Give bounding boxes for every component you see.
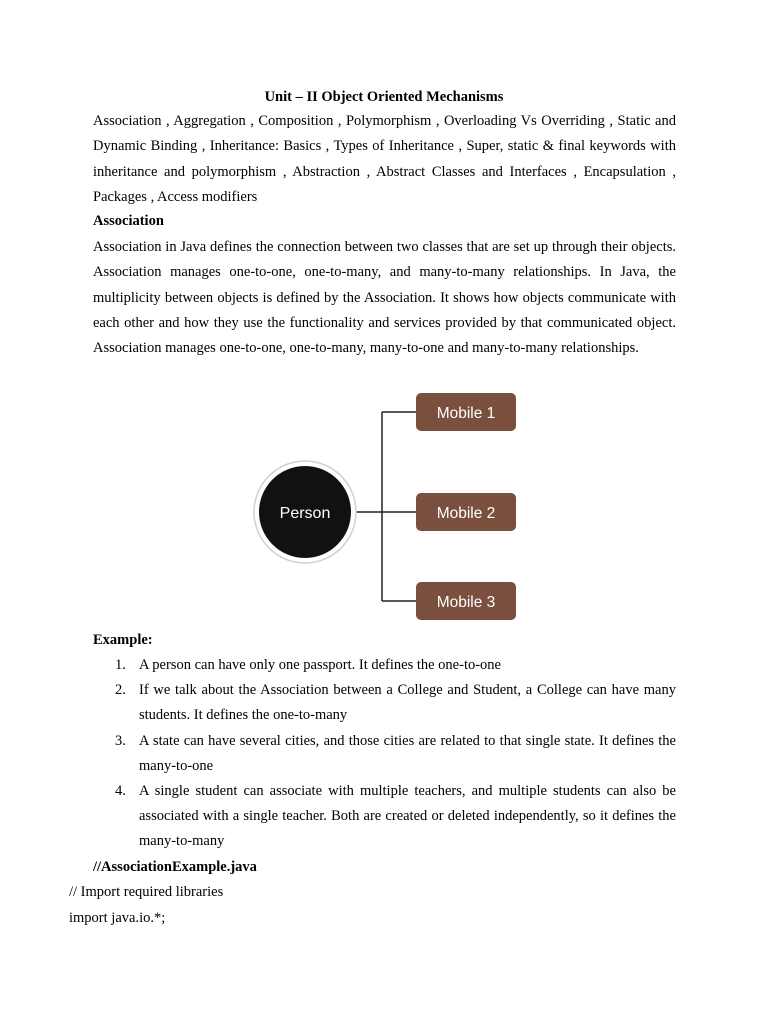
- page-title: Unit – II Object Oriented Mechanisms: [264, 89, 504, 105]
- mobile-node-2: [416, 493, 516, 531]
- association-paragraph: Association in Java defines the connection between two classes that are set up through their objects. Association manages one-to-one, one-to-many, and many-to-many relationships. In Java, the multiplicity between objects is defined by the Association. It shows how objects communicate with each other and how they use the functionality and services provided by that communicated object. Association manages one-to-one, one-to-many, many-to-one and many-to-many relationships.: [93, 239, 676, 357]
- list-item: [93, 779, 676, 855]
- example-list: [93, 653, 676, 855]
- code-file-name: //AssociationExample.java: [93, 859, 257, 875]
- list-item-number: 2.: [115, 682, 126, 699]
- mobile-label-1: Mobile 1: [436, 405, 496, 422]
- diagram-svg: [248, 388, 528, 628]
- mobile-label-2: Mobile 2: [436, 505, 496, 522]
- code-import-line: import java.io.*;: [69, 910, 166, 926]
- person-node: [254, 461, 356, 563]
- list-item: [93, 729, 676, 779]
- list-item-text: A single student can associate with multiple teachers, and multiple students can also be associated with a single teacher. Both are created or deleted independently, so it defines the many-to-many: [139, 783, 676, 850]
- person-label: Person: [279, 505, 331, 522]
- list-item: [93, 678, 676, 728]
- list-item-number: 1.: [115, 657, 126, 673]
- association-heading: Association: [93, 213, 164, 229]
- example-heading: Example:: [93, 632, 153, 648]
- list-item-text: A person can have only one passport. It defines the one-to-one: [139, 657, 501, 673]
- list-item-number: 3.: [115, 732, 126, 749]
- list-item-text: A state can have several cities, and those cities are related to that single state. It defines the many-to-one: [139, 732, 676, 774]
- code-comment-line: // Import required libraries: [69, 884, 224, 900]
- list-item-number: 4.: [115, 783, 126, 800]
- mobile-label-3: Mobile 3: [436, 594, 496, 611]
- list-item: [93, 653, 676, 678]
- topics-list: Association , Aggregation , Composition , Polymorphism , Overloading Vs Overriding , Static and Dynamic Binding , Inheritance: Basics , Types of Inheritance , Super, static & final keywords with inheritance and polymorphism , Abstraction , Abstract Classes and Interfaces , Encapsulation , Packages , Access modifiers: [93, 113, 676, 205]
- mobile-node-1: [416, 393, 516, 431]
- connector-lines: [354, 412, 416, 601]
- association-diagram: [248, 388, 528, 628]
- list-item-text: If we talk about the Association between a College and Student, a College can have many students. It defines the one-to-many: [139, 682, 676, 724]
- mobile-node-3: [416, 582, 516, 620]
